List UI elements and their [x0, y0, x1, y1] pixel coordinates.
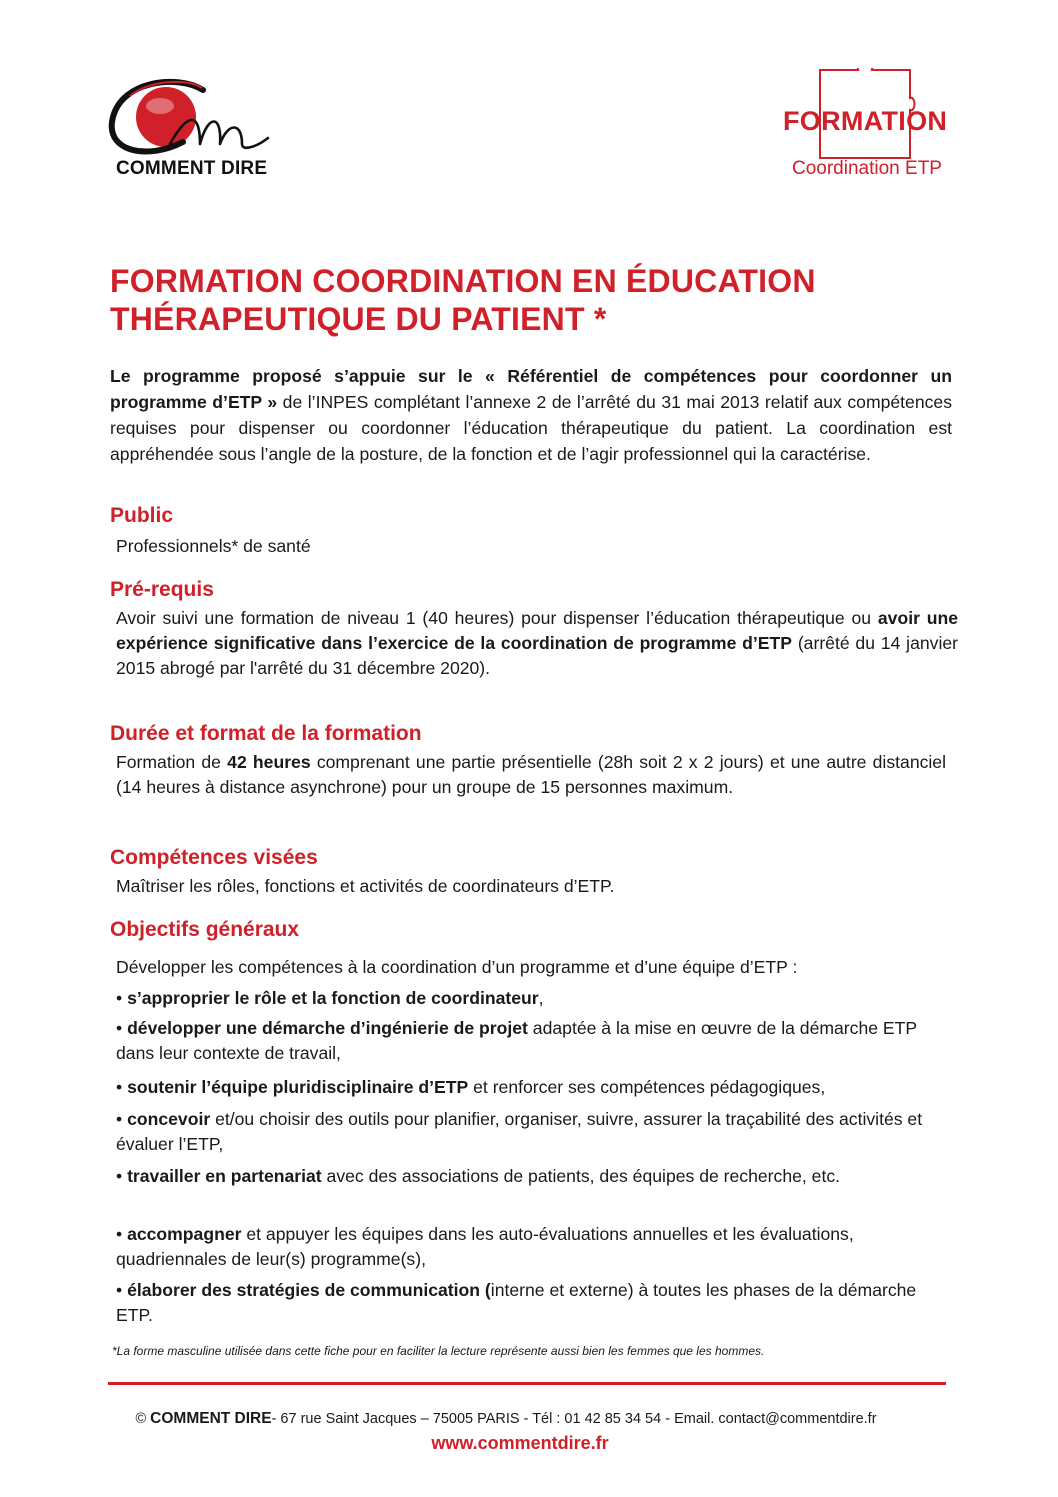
prerequis-text-2: (arrêté du 14 janvier 2015 abrogé par l'arrêté du 31 décembre 2020).: [116, 633, 958, 678]
section-heading-public: Public: [110, 504, 174, 527]
objectif-bullet-bold: développer une démarche d’ingénierie de projet: [127, 1018, 528, 1038]
section-heading-prerequis: Pré-requis: [110, 578, 214, 601]
objectif-bullet-text: avec des associations de patients, des équipes de recherche, etc.: [321, 1166, 841, 1186]
section-text-duree: [116, 750, 946, 800]
objectif-bullet-text: et/ou choisir des outils pour planifier, organiser, suivre, assurer la traçabilité des activités et évaluer l’ETP,: [116, 1109, 923, 1154]
objectif-bullet-bold: soutenir l’équipe pluridisciplinaire d’ETP: [127, 1077, 469, 1097]
intro-bold-text: Le programme proposé s’appuie sur le « Référentiel de compétences pour coordonner un programme d’ETP »: [110, 366, 952, 412]
objectif-bullet-bold: accompagner: [127, 1224, 242, 1244]
footer-address: - 67 rue Saint Jacques – 75005 PARIS - Tél : 01 42 85 34 54 - Email. contact@commentdire.fr: [271, 1411, 877, 1427]
prerequis-bold-text: avoir une expérience significative dans l’exercice de la coordination de programme d’ETP: [116, 608, 959, 653]
logo-mark-icon: [108, 72, 298, 162]
objectif-bullet-bold: concevoir: [127, 1109, 211, 1129]
objectif-bullet: • développer une démarche d’ingénierie de projet adaptée à la mise en œuvre de la démarche ETP dans leur contexte de travail,: [116, 1018, 917, 1063]
badge-subtitle: Coordination ETP: [792, 158, 942, 179]
objectif-bullet: • accompagner et appuyer les équipes dans les auto-évaluations annuelles et les évaluations, quadriennales de leur(s) programme(s),: [116, 1224, 854, 1269]
objectif-bullet: • élaborer des stratégies de communication (interne et externe) à toutes les phases de la démarche ETP.: [116, 1280, 917, 1325]
objectif-bullet-bold: élaborer des stratégies de communication (: [127, 1280, 491, 1300]
objectifs-intro: Développer les compétences à la coordination d’un programme et d’une équipe d’ETP :: [116, 957, 798, 977]
footnote: *La forme masculine utilisée dans cette fiche pour en faciliter la lecture représente aussi bien les femmes que les hommes.: [112, 1344, 765, 1358]
section-heading-competences: Compétences visées: [110, 846, 318, 869]
objectif-bullet: • travailler en partenariat avec des associations de patients, des équipes de recherche, etc.: [116, 1166, 841, 1186]
objectif-bullet: • s’approprier le rôle et la fonction de coordinateur,: [116, 988, 544, 1008]
page-title: [110, 262, 970, 338]
badge-title: FORMATION: [783, 106, 948, 136]
objectif-bullet-text: ,: [538, 988, 544, 1008]
page-title-line-1: FORMATION COORDINATION EN ÉDUCATION: [110, 263, 816, 299]
duree-bold-text: 42 heures: [227, 752, 311, 772]
formation-badge: [780, 66, 980, 186]
objectif-bullet-bold: s’approprier le rôle et la fonction de coordinateur: [127, 988, 539, 1008]
section-text-prerequis: [116, 606, 958, 681]
section-text-competences: Maîtriser les rôles, fonctions et activités de coordinateurs d’ETP.: [116, 876, 615, 896]
objectif-bullet-bold: travailler en partenariat: [127, 1166, 322, 1186]
copyright-symbol: ©: [135, 1411, 151, 1427]
section-heading-duree: Durée et format de la formation: [110, 722, 422, 745]
objectif-bullet-text: adaptée à la mise en œuvre de la démarche ETP dans leur contexte de travail,: [116, 1018, 917, 1063]
duree-text-1: Formation de: [116, 752, 228, 772]
intro-text: de l’INPES complétant l’annexe 2 de l’arrêté du 31 mai 2013 relatif aux compétences requises pour dispenser ou coordonner l’éducation thérapeutique du patient. La coordination est appréhendée sous l’angle de la posture, de la fonction et de l’agir professionnel qui la caractérise.: [110, 392, 952, 464]
footer-divider: [108, 1382, 946, 1385]
prerequis-text-1: Avoir suivi une formation de niveau 1 (40 heures) pour dispenser l’éducation thérapeutique ou: [116, 608, 878, 628]
objectif-bullet-text: et appuyer les équipes dans les auto-évaluations annuelles et les évaluations, quadriennales de leur(s) programme(s),: [116, 1224, 854, 1269]
objectif-bullet: • concevoir et/ou choisir des outils pour planifier, organiser, suivre, assurer la traçabilité des activités et évaluer l’ETP,: [116, 1109, 923, 1154]
intro-paragraph: [110, 363, 952, 467]
logo-brand-text: COMMENT DIRE: [116, 158, 268, 179]
comment-dire-logo: [108, 72, 298, 182]
website-link[interactable]: www.commentdire.fr: [431, 1433, 609, 1453]
page-title-line-2: THÉRAPEUTIQUE DU PATIENT *: [110, 301, 607, 337]
objectif-bullet: • soutenir l’équipe pluridisciplinaire d’ETP et renforcer ses compétences pédagogiques,: [116, 1077, 826, 1097]
duree-text-2: comprenant une partie présentielle (28h soit 2 x 2 jours) et une autre distanciel (14 heures à distance asynchrone) pour un groupe de 15 personnes maximum.: [116, 752, 946, 797]
section-heading-objectifs: Objectifs généraux: [110, 918, 300, 941]
objectif-bullet-text: et renforcer ses compétences pédagogiques,: [468, 1077, 826, 1097]
section-text-public: Professionnels* de santé: [116, 536, 311, 556]
footer-contact: [0, 1410, 1012, 1428]
objectif-bullet-text: interne et externe) à toutes les phases de la démarche ETP.: [116, 1280, 917, 1325]
footer-brand: COMMENT DIRE: [150, 1410, 272, 1427]
